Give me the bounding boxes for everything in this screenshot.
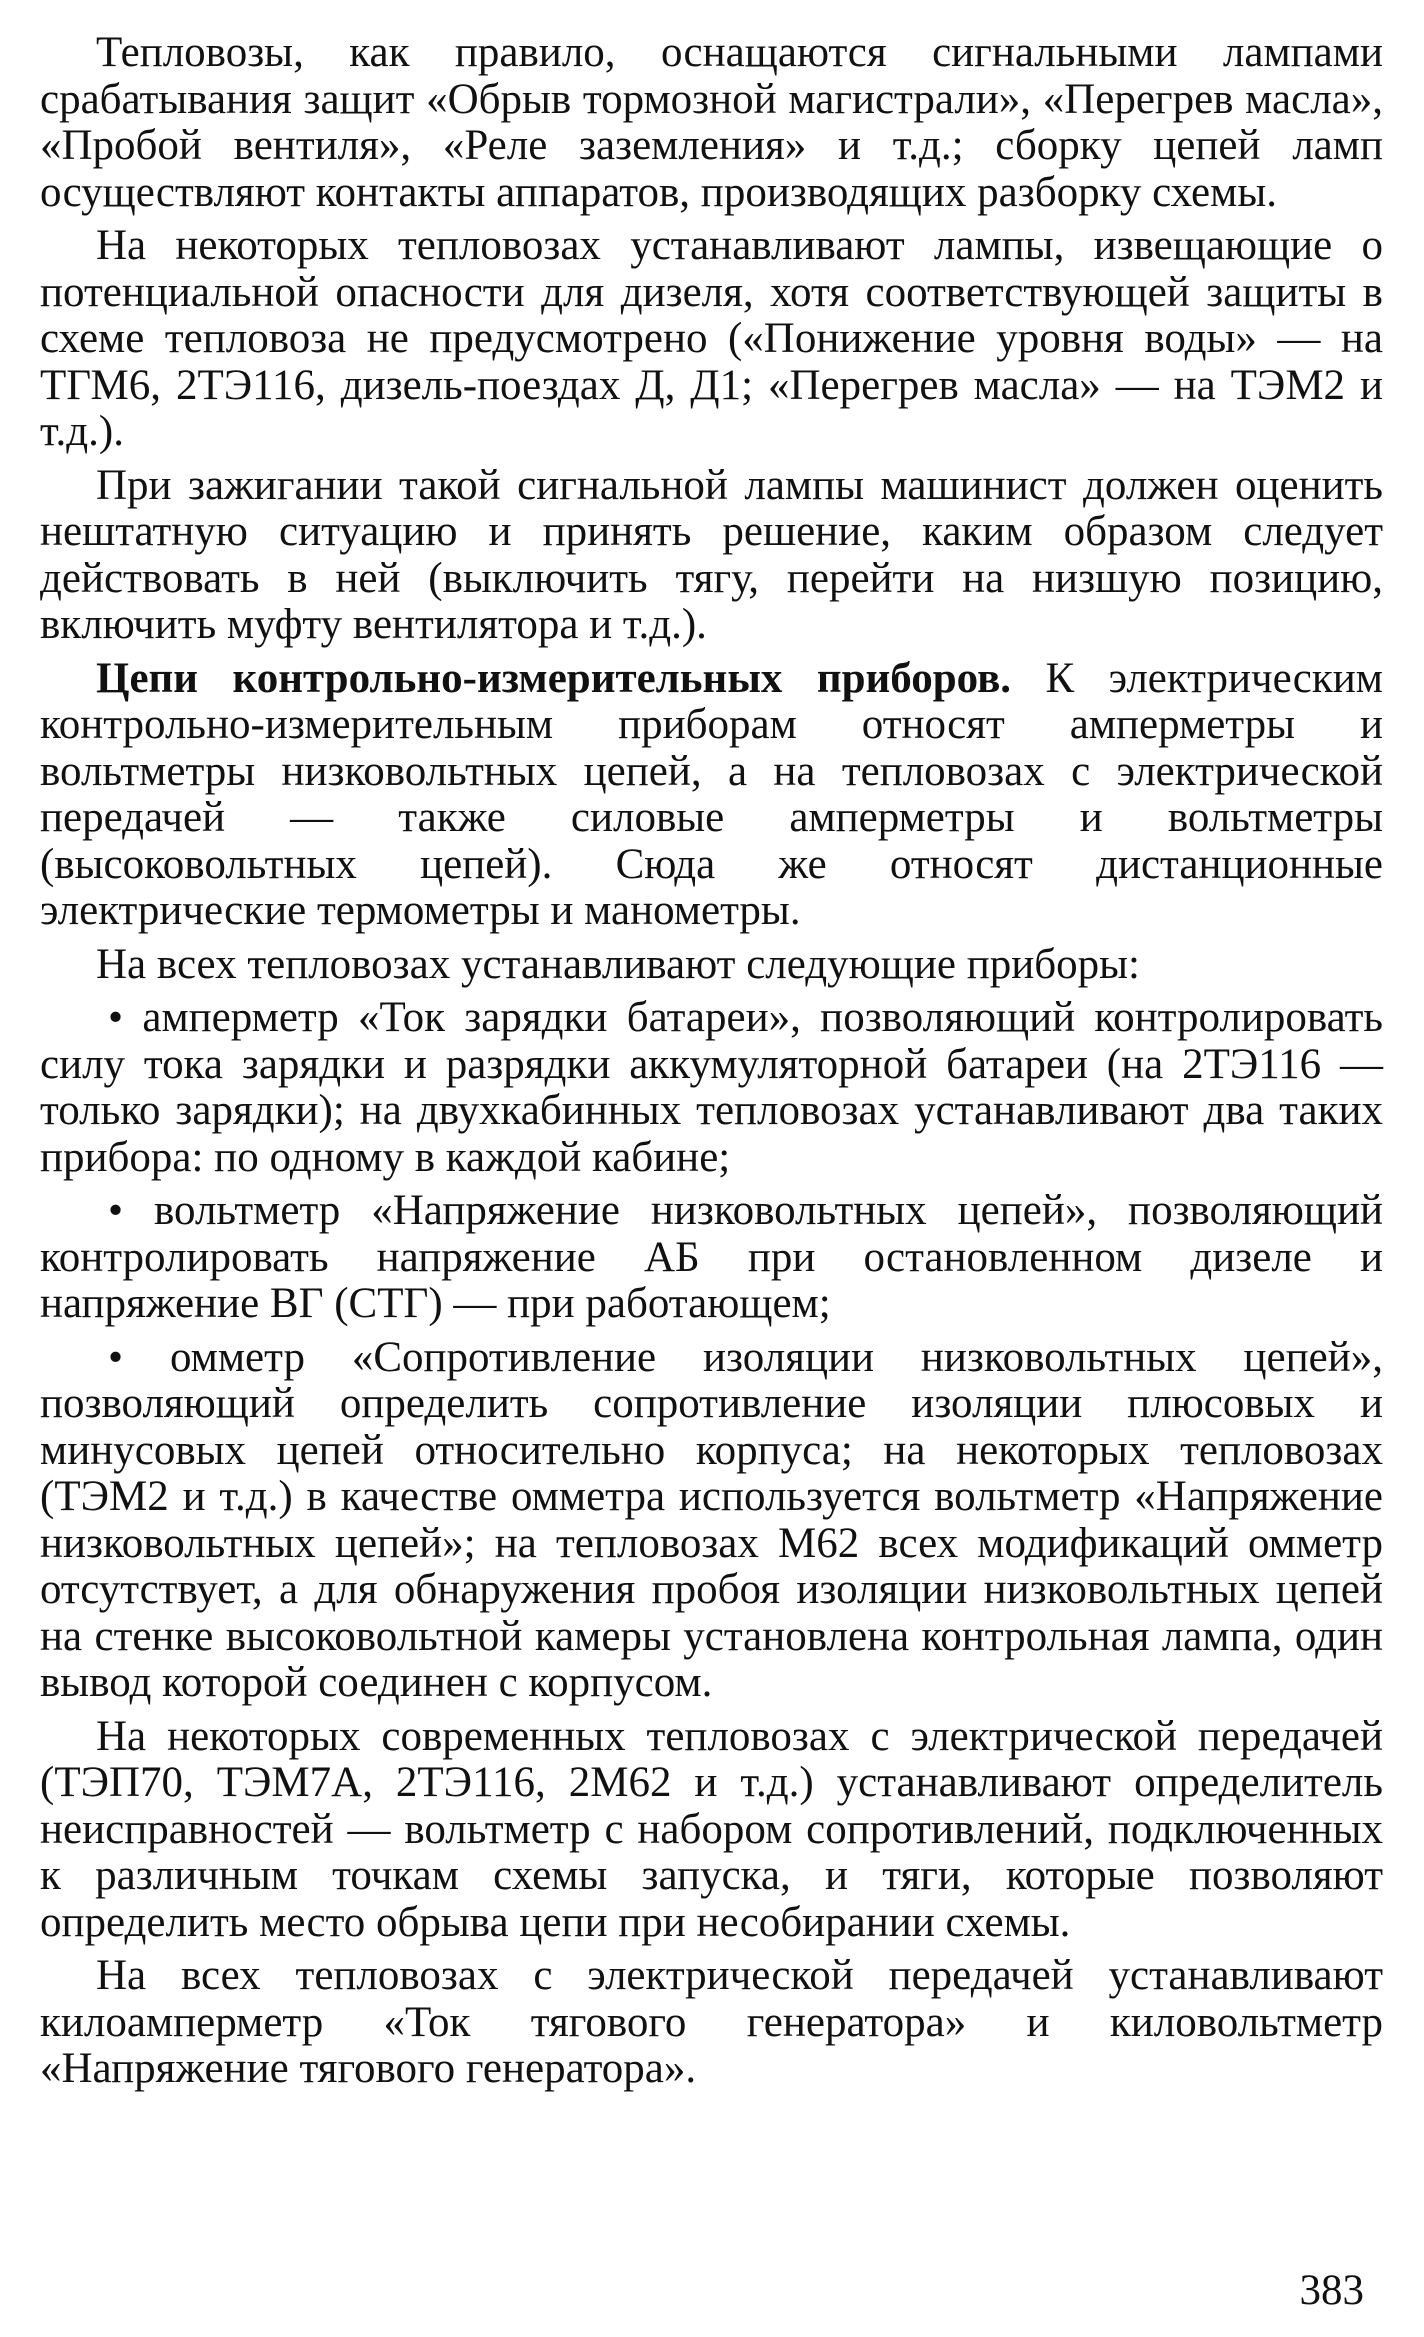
paragraph-fault-detector (40, 1714, 1383, 1947)
paragraph-text: На всех тепловозах устанавливают следующие приборы: (96, 940, 1140, 988)
paragraph-driver-action (40, 463, 1383, 649)
section-run-in-heading: Цепи контрольно-измерительных приборов. (96, 654, 1012, 702)
paragraph-text: При зажигании такой сигнальной лампы машинист должен оценить нештатную ситуацию и принять решение, каким образом следует действовать в ней (выключить тягу, перейти на низшую позицию, включить муфту вентилятора и т.д.). (40, 461, 1383, 648)
list-item-ammeter (40, 995, 1383, 1181)
paragraph-text: К электрическим контрольно-измерительным приборам относят амперметры и вольтметры низковольтных цепей, а на тепловозах с электрической передачей — также силовые амперметры и вольтметры (высоковольтных цепей). Сюда же относят дистанционные электрические термометры и манометры. (40, 654, 1383, 934)
paragraph-traction-generator-meters (40, 1953, 1383, 2093)
paragraph-text: На всех тепловозах с электрической передачей устанавливают килоамперметр «Ток тягового генератора» и киловольтметр «Напряжение тягового генератора». (40, 1952, 1383, 2092)
page-number: 383 (1299, 2267, 1364, 2314)
paragraph-signal-lamps (40, 30, 1383, 216)
list-item-text: • омметр «Сопротивление изоляции низковольтных цепей», позволяющий определить сопротивление изоляции плюсовых и минусовых цепей относительно корпуса; на некоторых тепловозах (ТЭМ2 и т.д.) в качестве омметра используется вольтметр «Напряжение низковольтных цепей»; на тепловозах М62 всех модификаций омметр отсутствует, а для обнаружения пробоя изоляции низковольтных цепей на стенке высоковольтной камеры установлена контрольная лампа, один вывод которой соединен с корпусом. (40, 1333, 1383, 1706)
paragraph-warning-lamps (40, 223, 1383, 456)
paragraph-text: На некоторых тепловозах устанавливают лампы, извещающие о потенциальной опасности для дизеля, хотя соответствующей защиты в схеме тепловоза не предусмотрено («Понижение уровня воды» — на ТГМ6, 2ТЭ116, дизель-поездах Д, Д1; «Перегрев масла» — на ТЭМ2 и т.д.). (40, 222, 1383, 455)
list-item-text: • вольтметр «Напряжение низковольтных цепей», позволяющий контролировать напряжение АБ при остановленном дизеле и напряжение ВГ (СТГ) — при работающем; (40, 1187, 1383, 1327)
list-item-text: • амперметр «Ток зарядки батареи», позволяющий контролировать силу тока зарядки и разрядки аккумуляторной батареи (на 2ТЭ116 — только зарядки); на двухкабинных тепловозах устанавливают два таких прибора: по одному в каждой кабине; (40, 994, 1383, 1181)
paragraph-text: Тепловозы, как правило, оснащаются сигнальными лампами срабатывания защит «Обрыв тормозной магистрали», «Перегрев масла», «Пробой вентиля», «Реле заземления» и т.д.; сборку цепей ламп осуществляют контакты аппаратов, производящих разборку схемы. (40, 29, 1383, 216)
paragraph-instrument-circuits (40, 656, 1383, 935)
page-body (40, 30, 1383, 2100)
paragraph-instrument-list-intro (40, 942, 1383, 989)
paragraph-text: На некоторых современных тепловозах с электрической передачей (ТЭП70, ТЭМ7А, 2ТЭ116, 2М62 и т.д.) устанавливают определитель неисправностей — вольтметр с набором сопротивлений, подключенных к различным точкам схемы запуска, и тяги, которые позволяют определить место обрыва цепи при несобирании схемы. (40, 1712, 1383, 1946)
list-item-ohmmeter (40, 1335, 1383, 1707)
list-item-voltmeter (40, 1188, 1383, 1328)
